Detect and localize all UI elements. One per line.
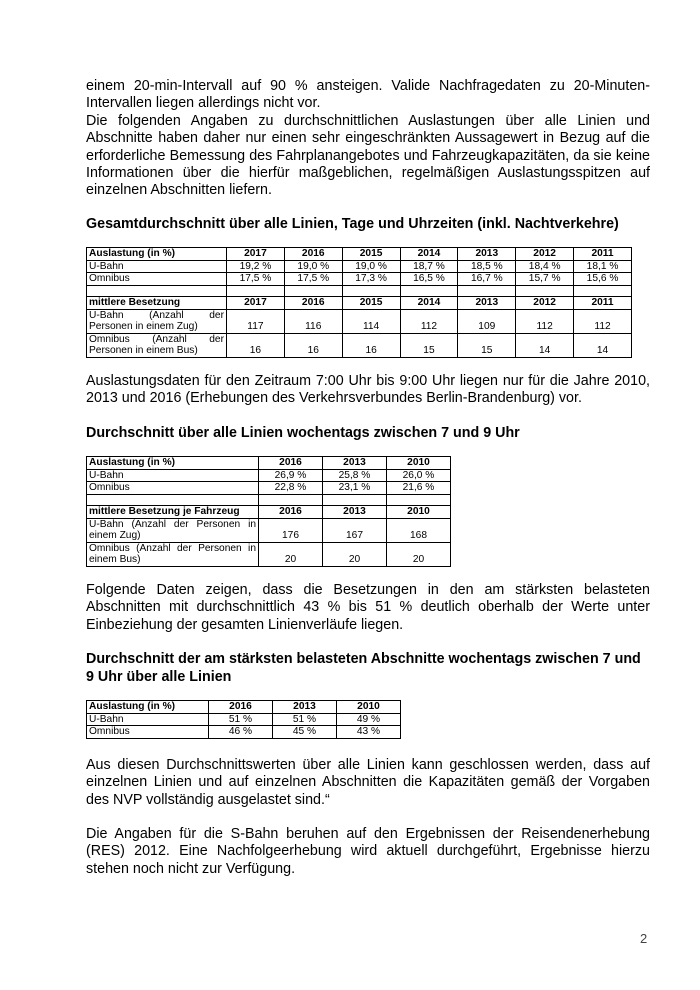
table-cell: 18,7 % — [400, 260, 458, 273]
table-cell: 22,8 % — [259, 482, 323, 495]
table-row — [87, 457, 451, 470]
table-gesamtdurchschnitt — [86, 247, 632, 358]
table-row — [87, 542, 451, 566]
table-cell: 2015 — [342, 248, 400, 261]
page-number: 2 — [640, 931, 648, 946]
table-cell: 25,8 % — [323, 469, 387, 482]
table-cell: U-Bahn — [87, 260, 227, 273]
table-row-spacer — [87, 286, 632, 297]
table-row — [87, 309, 632, 333]
table-cell: Omnibus — [87, 726, 209, 739]
table-row — [87, 297, 632, 310]
table-cell: 16 — [342, 333, 400, 357]
table-cell: 112 — [400, 309, 458, 333]
table-wochentags — [86, 456, 451, 567]
table-cell: 15,6 % — [574, 273, 632, 286]
paragraph-1: einem 20-min-Intervall auf 90 % ansteigen. Valide Nachfragedaten zu 20-Minuten-Intervallen liegen allerdings nicht vor. — [86, 78, 650, 112]
table-cell: 45 % — [273, 726, 337, 739]
paragraph-5: Aus diesen Durchschnittswerten über alle Linien kann geschlossen werden, dass auf einzelnen Linien und auf einzelnen Abschnitten die Kapazitäten gemäß der Vorgaben des NVP vollständig ausgelastet sind.“ — [86, 756, 650, 808]
table-cell: 2013 — [323, 457, 387, 470]
table-cell: U-Bahn (Anzahl der Personen in einem Zug) — [87, 518, 259, 542]
table-cell: mittlere Besetzung — [87, 297, 227, 310]
table-row — [87, 726, 401, 739]
table-cell: 43 % — [337, 726, 401, 739]
table-cell: 18,4 % — [516, 260, 574, 273]
table-cell: 16 — [227, 333, 285, 357]
table-cell: 15 — [458, 333, 516, 357]
table-cell: 2010 — [337, 701, 401, 714]
heading-gesamtdurchschnitt: Gesamtdurchschnitt über alle Linien, Tage und Uhrzeiten (inkl. Nachtverkehre) — [86, 215, 619, 232]
table-row — [87, 248, 632, 261]
table-cell: 2010 — [387, 457, 451, 470]
table-cell: 26,9 % — [259, 469, 323, 482]
paragraph-4: Folgende Daten zeigen, dass die Besetzungen in den am stärksten belasteten Abschnitten mit durchschnittlich 43 % bis 51 % deutlich oberhalb der Werte unter Einbeziehung der gesamten Linienverläufe liegen. — [86, 581, 650, 633]
table-cell: 116 — [284, 309, 342, 333]
document-page — [86, 78, 650, 878]
table-cell: Omnibus (Anzahl der Personen in einem Bus) — [87, 542, 259, 566]
paragraph-6: Die Angaben für die S-Bahn beruhen auf den Ergebnissen der Reisendenerhebung (RES) 2012. Eine Nachfolgeerhebung wird aktuell durchgeführt, Ergebnisse hierzu stehen noch nicht zur Verfügung. — [86, 826, 650, 877]
table-cell: Omnibus — [87, 273, 227, 286]
table-cell: Auslastung (in %) — [87, 701, 209, 714]
table-cell: 17,3 % — [342, 273, 400, 286]
heading-wochentags: Durchschnitt über alle Linien wochentags zwischen 7 und 9 Uhr — [86, 424, 520, 441]
table-cell: 26,0 % — [387, 469, 451, 482]
table-cell: 19,0 % — [284, 260, 342, 273]
table-row — [87, 260, 632, 273]
table-cell: 109 — [458, 309, 516, 333]
table-cell: 21,6 % — [387, 482, 451, 495]
table-cell: 16 — [284, 333, 342, 357]
table-cell: Omnibus — [87, 482, 259, 495]
table-cell: 19,0 % — [342, 260, 400, 273]
table-cell: 18,1 % — [574, 260, 632, 273]
table-cell: 15 — [400, 333, 458, 357]
table-cell: 117 — [227, 309, 285, 333]
table-cell: 49 % — [337, 713, 401, 726]
table-cell: 2011 — [574, 248, 632, 261]
table-cell: 2013 — [458, 297, 516, 310]
table-cell: Omnibus (Anzahl der Personen in einem Bus) — [87, 333, 227, 357]
table-cell: 2016 — [284, 297, 342, 310]
table-cell: 51 % — [273, 713, 337, 726]
table-cell: Auslastung (in %) — [87, 457, 259, 470]
table-cell: 17,5 % — [284, 273, 342, 286]
paragraph-2: Die folgenden Angaben zu durchschnittlichen Auslastungen über alle Linien und Abschnitte haben daher nur einen sehr eingeschränkten Aussagewert in Bezug auf die erforderliche Bemessung des Fahrplanangebotes und Fahrzeugkapazitäten, da sie keine Informationen über die hierfür maßgeblichen, regelmäßigen Auslastungsspitzen auf einzelnen Abschnitten liefern. — [86, 112, 650, 199]
table-cell: 167 — [323, 518, 387, 542]
table-cell: 2014 — [400, 297, 458, 310]
table-row — [87, 518, 451, 542]
table-cell: 2010 — [387, 506, 451, 519]
table-row — [87, 333, 632, 357]
table-cell: 112 — [574, 309, 632, 333]
table-cell: 16,5 % — [400, 273, 458, 286]
table-cell: 2017 — [227, 297, 285, 310]
table-row — [87, 469, 451, 482]
table-cell: 20 — [387, 542, 451, 566]
table-row — [87, 701, 401, 714]
table-cell: 2016 — [259, 506, 323, 519]
table-cell: 2012 — [516, 248, 574, 261]
table-cell: 2016 — [259, 457, 323, 470]
table-row — [87, 482, 451, 495]
paragraph-3: Auslastungsdaten für den Zeitraum 7:00 Uhr bis 9:00 Uhr liegen nur für die Jahre 2010, 2013 und 2016 (Erhebungen des Verkehrsverbundes Berlin-Brandenburg) vor. — [86, 373, 650, 407]
table-row-spacer — [87, 495, 451, 506]
table-cell: 15,7 % — [516, 273, 574, 286]
table-cell: 112 — [516, 309, 574, 333]
table-cell: 23,1 % — [323, 482, 387, 495]
table-cell: 2013 — [273, 701, 337, 714]
table-row — [87, 713, 401, 726]
table-cell: 20 — [259, 542, 323, 566]
table-cell: 2015 — [342, 297, 400, 310]
table-cell: 2012 — [516, 297, 574, 310]
table-cell: 20 — [323, 542, 387, 566]
table-cell: 176 — [259, 518, 323, 542]
table-cell: 2014 — [400, 248, 458, 261]
table-cell: 2013 — [323, 506, 387, 519]
table-cell: 2016 — [209, 701, 273, 714]
table-cell: 16,7 % — [458, 273, 516, 286]
table-cell: 2011 — [574, 297, 632, 310]
table-row — [87, 273, 632, 286]
heading-staerkste-abschnitte: Durchschnitt der am stärksten belasteten Abschnitte wochentags zwischen 7 und 9 Uhr über alle Linien — [86, 651, 641, 685]
table-cell: U-Bahn (Anzahl der Personen in einem Zug) — [87, 309, 227, 333]
table-cell: 19,2 % — [227, 260, 285, 273]
table-cell: 46 % — [209, 726, 273, 739]
table-cell: 14 — [516, 333, 574, 357]
table-cell: 17,5 % — [227, 273, 285, 286]
table-cell: U-Bahn — [87, 469, 259, 482]
table-staerkste-abschnitte — [86, 700, 401, 739]
table-cell: 2016 — [284, 248, 342, 261]
table-cell: 51 % — [209, 713, 273, 726]
table-cell: 2013 — [458, 248, 516, 261]
table-cell: U-Bahn — [87, 713, 209, 726]
table-cell: Auslastung (in %) — [87, 248, 227, 261]
table-cell: 114 — [342, 309, 400, 333]
table-cell: 2017 — [227, 248, 285, 261]
table-cell: 168 — [387, 518, 451, 542]
table-cell: 18,5 % — [458, 260, 516, 273]
table-cell: mittlere Besetzung je Fahrzeug — [87, 506, 259, 519]
table-row — [87, 506, 451, 519]
table-cell: 14 — [574, 333, 632, 357]
